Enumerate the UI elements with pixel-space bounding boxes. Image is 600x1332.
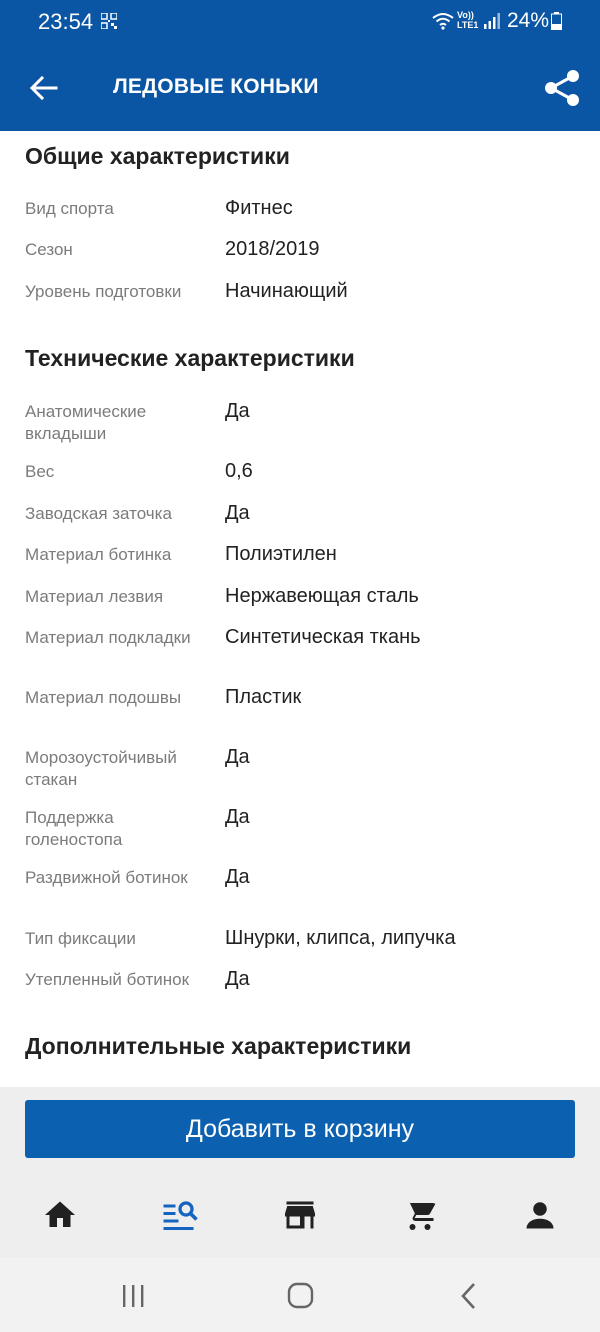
spec-label: Вес bbox=[25, 462, 55, 481]
spec-value: Синтетическая ткань bbox=[225, 626, 421, 648]
spec-value: Да bbox=[225, 400, 250, 422]
spec-label: Материал лезвия bbox=[25, 587, 164, 606]
section-title-general: Общие характеристики bbox=[25, 143, 290, 169]
home-button-icon[interactable] bbox=[280, 1278, 320, 1314]
section-title-technical: Технические характеристики bbox=[25, 345, 355, 371]
spec-label: Сезон bbox=[25, 240, 73, 259]
spec-value: Пластик bbox=[225, 686, 302, 708]
back-button-icon[interactable] bbox=[448, 1278, 488, 1314]
volte-indicator: Vo)) LTE1 bbox=[457, 10, 479, 30]
profile-icon bbox=[522, 1197, 558, 1233]
spec-value: 2018/2019 bbox=[225, 238, 320, 260]
signal-icon bbox=[483, 13, 501, 29]
tab-home[interactable] bbox=[30, 1185, 90, 1245]
home-icon bbox=[42, 1197, 78, 1233]
store-icon bbox=[282, 1197, 318, 1233]
spec-label: Поддержка голеностопа bbox=[25, 808, 123, 849]
spec-value: Фитнес bbox=[225, 197, 293, 219]
spec-label: Заводская заточка bbox=[25, 504, 172, 523]
spec-label: Материал ботинка bbox=[25, 545, 172, 564]
qr-code-icon bbox=[101, 13, 117, 29]
section-title-additional: Дополнительные характеристики bbox=[25, 1033, 412, 1059]
spec-label: Морозоустойчивый стакан bbox=[25, 748, 177, 789]
spec-value: Да bbox=[225, 502, 250, 524]
tab-stores[interactable] bbox=[270, 1185, 330, 1245]
spec-value: Полиэтилен bbox=[225, 543, 337, 565]
status-bar bbox=[0, 0, 600, 44]
battery-percentage: 24% bbox=[507, 9, 550, 32]
battery-icon bbox=[551, 12, 562, 30]
recent-apps-icon[interactable] bbox=[113, 1278, 153, 1314]
tab-catalog[interactable] bbox=[150, 1185, 210, 1245]
characteristics-list[interactable] bbox=[0, 131, 600, 1087]
status-time: 23:54 bbox=[38, 9, 94, 34]
spec-label: Раздвижной ботинок bbox=[25, 868, 188, 887]
spec-label: Уровень подготовки bbox=[25, 282, 182, 301]
spec-value: Нержавеющая сталь bbox=[225, 585, 419, 607]
cart-icon bbox=[402, 1197, 438, 1233]
system-navigation-bar bbox=[0, 1258, 600, 1332]
spec-value: Да bbox=[225, 746, 250, 768]
spec-value: Да bbox=[225, 968, 250, 990]
tab-cart[interactable] bbox=[390, 1185, 450, 1245]
bottom-panel bbox=[0, 1087, 600, 1258]
spec-value: Да bbox=[225, 866, 250, 888]
app-bar bbox=[0, 44, 600, 131]
share-icon[interactable] bbox=[540, 66, 584, 110]
spec-label: Тип фиксации bbox=[25, 929, 136, 948]
tab-profile[interactable] bbox=[510, 1185, 570, 1245]
add-to-cart-button[interactable]: Добавить в корзину bbox=[25, 1100, 575, 1158]
spec-value: Начинающий bbox=[225, 280, 348, 302]
catalog-search-icon bbox=[162, 1197, 198, 1233]
spec-value: Шнурки, клипса, липучка bbox=[225, 927, 456, 949]
spec-value: Да bbox=[225, 806, 250, 828]
spec-label: Вид спорта bbox=[25, 199, 114, 218]
spec-label: Материал подошвы bbox=[25, 688, 182, 707]
wifi-icon bbox=[432, 12, 454, 30]
back-arrow-icon[interactable] bbox=[28, 72, 60, 104]
page-title: ЛЕДОВЫЕ КОНЬКИ bbox=[113, 75, 319, 98]
spec-label: Анатомические вкладыши bbox=[25, 402, 147, 443]
spec-label: Материал подкладки bbox=[25, 628, 191, 647]
spec-value: 0,6 bbox=[225, 460, 253, 482]
spec-label: Утепленный ботинок bbox=[25, 970, 190, 989]
